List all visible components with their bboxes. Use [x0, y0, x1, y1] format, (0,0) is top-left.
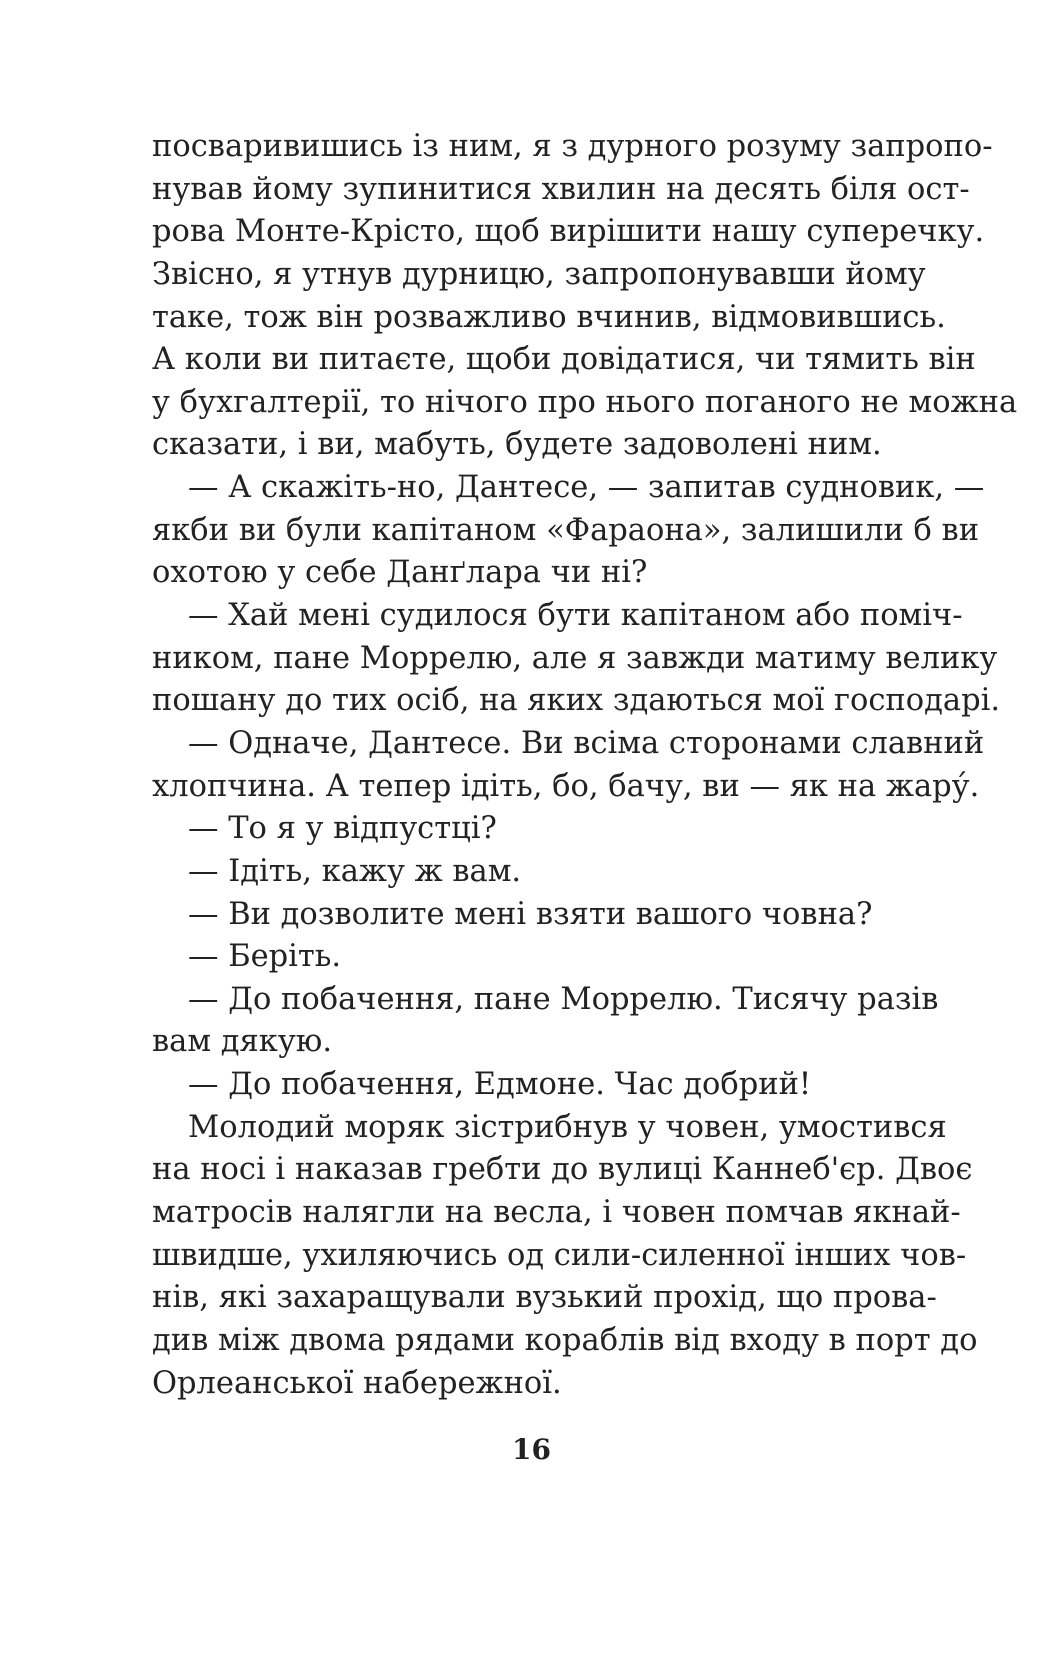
- dialogue-line: — А скажіть-но, Дантесе, — запитав судновик, —: [188, 470, 985, 506]
- text-line: матросів налягли на весла, і човен помчав якнай-: [152, 1195, 961, 1231]
- text-line: нував йому зупинитися хвилин на десять біля ост-: [152, 171, 970, 207]
- text-line: якби ви були капітаном «Фараона», залишили б ви: [152, 512, 980, 548]
- page-number: 16: [512, 1433, 551, 1466]
- text-line: див між двома рядами кораблів від входу в порт до: [152, 1322, 978, 1358]
- text-line: хлопчина. А тепер ідіть, бо, бачу, ви — як на жару́.: [152, 768, 980, 804]
- text-line: швидше, ухиляючись од сили-силенної інших чов-: [152, 1237, 967, 1273]
- paragraph-line: Молодий моряк зістрибнув у човен, умостився: [188, 1109, 947, 1145]
- text-line: Звісно, я утнув дурницю, запропонувавши йому: [152, 256, 926, 292]
- page-body: [152, 126, 1018, 1405]
- text-line: посваривишись із ним, я з дурного розуму запропо-: [152, 129, 993, 164]
- text-line: рова Монте-Крісто, щоб вирішити нашу суперечку.: [152, 214, 985, 250]
- text-line: таке, тож він розважливо вчинив, відмовившись.: [152, 299, 946, 335]
- dialogue-line: — Ідіть, кажу ж вам.: [188, 853, 522, 889]
- dialogue-line: — То я у відпустці?: [188, 811, 497, 847]
- dialogue-line: — Беріть.: [188, 939, 342, 975]
- text-line: нів, які захаращували вузький прохід, що прова-: [152, 1280, 937, 1316]
- text-line: у бухгалтерії, то нічого про нього поганого не можна: [152, 384, 1018, 420]
- text-line: на носі і наказав гребти до вулиці Каннеб'єр. Двоє: [152, 1152, 973, 1188]
- text-line: пошану до тих осіб, на яких здаються мої господарі.: [152, 683, 1001, 719]
- dialogue-line: — Хай мені судилося бути капітаном або поміч-: [188, 598, 963, 634]
- text-line: сказати, і ви, мабуть, будете задоволені ним.: [152, 427, 882, 463]
- text-line: Орлеанської набережної.: [152, 1365, 562, 1401]
- text-line: охотою у себе Данґлара чи ні?: [152, 555, 648, 591]
- dialogue-line: — До побачення, пане Моррелю. Тисячу разів: [188, 981, 939, 1017]
- dialogue-line: — До побачення, Едмоне. Час добрий!: [188, 1067, 812, 1103]
- text-line: А коли ви питаєте, щоби довідатися, чи тямить він: [152, 342, 976, 378]
- dialogue-line: — Ви дозволите мені взяти вашого човна?: [188, 896, 873, 932]
- text-line: вам дякую.: [152, 1024, 333, 1060]
- text-line: ником, пане Моррелю, але я завжди матиму велику: [152, 640, 998, 676]
- dialogue-line: — Одначе, Дантесе. Ви всіма сторонами славний: [188, 725, 985, 761]
